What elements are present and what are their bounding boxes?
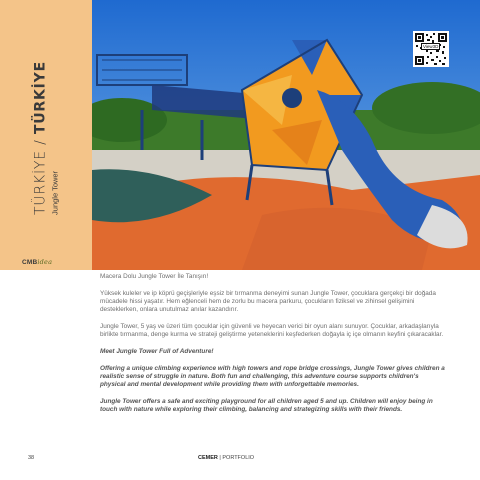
paragraph-tr-1: Yüksek kuleler ve ip köprü geçişleriyle eşsiz bir tırmanma deneyimi sunan Jungle Tower, çocuklara gerçekçi bir doğada mücadele hissi yaşatır. Hem eğlenceli hem de zorlu bu macera parkuru, çocukların fiziksel ve zihinsel gelişimini desteklerken, onlara unutulmaz anılar kazandırır. (100, 290, 436, 313)
intro-heading-tr: Macera Dolu Jungle Tower İle Tanışın! (100, 273, 209, 280)
intro-heading-en: Meet Jungle Tower Full of Adventure! (100, 348, 214, 355)
paragraph-tr-2: Jungle Tower, 5 yaş ve üzeri tüm çocuklar için güvenli ve heyecan verici bir oyun alanı sunuyor. Çocuklar, arkadaşlarıyla birlikte tırmanma, denge kurma ve strateji geliştirme yeteneklerini keşfederken doğayla iç içe olmanın keyfini çıkaracaklar. (100, 323, 444, 338)
country-title: TÜRKİYE / TÜRKİYE (32, 61, 49, 215)
paragraph-en-2: Jungle Tower offers a safe and exciting playground for all children aged 5 and up. Children will enjoy being in touch with nature while exploring their climbing, balancing and strategizing skills with their friends. (100, 398, 433, 413)
sidebar-panel (0, 0, 92, 270)
footer-brand: CEMER | PORTFOLIO (198, 455, 255, 461)
qr-label: View3D (423, 44, 439, 49)
product-subtitle: Jungle Tower (50, 170, 60, 215)
brand-logo: CMBidea (22, 258, 53, 266)
sidebar-heading (33, 61, 60, 215)
description-text (100, 273, 445, 423)
page-number: 38 (28, 455, 35, 461)
paragraph-en-1: Offering a unique climbing experience with high towers and rope bridge crossings, Jungle Tower gives children a realistic sense of struggle in nature. Both fun and challenging, this adventure course supports children's physical and mental development while providing them with unforgettable memories. (100, 365, 445, 388)
